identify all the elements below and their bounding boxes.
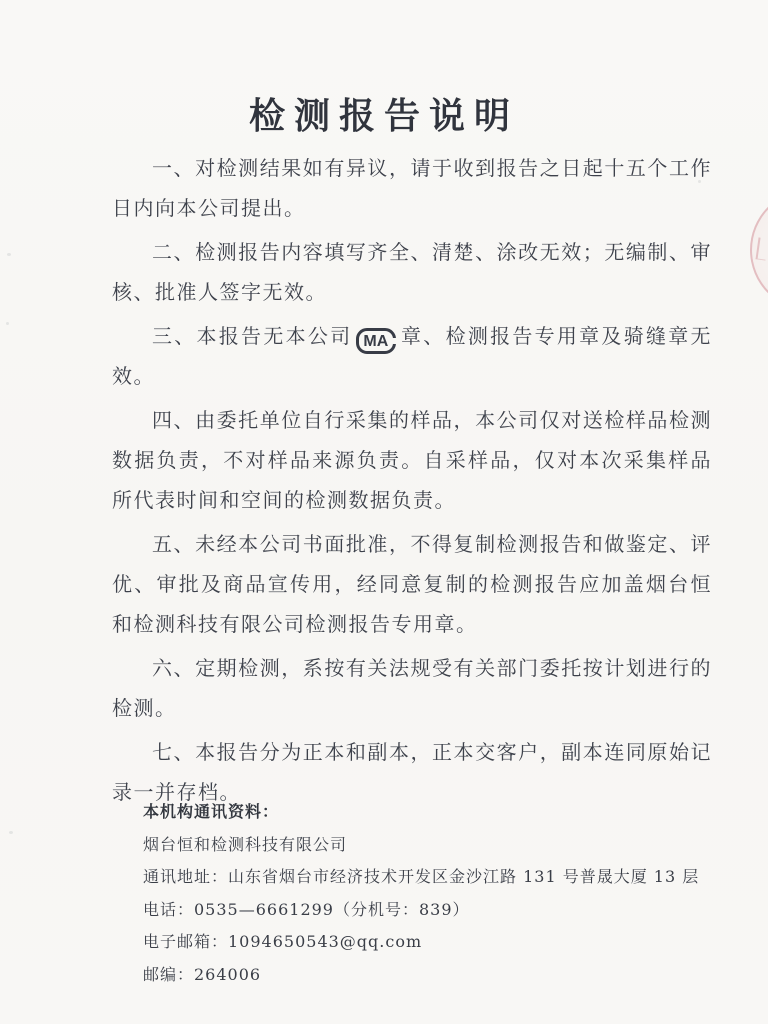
document-body xyxy=(112,148,712,816)
cma-accreditation-logo xyxy=(356,328,396,354)
paragraph-3-text-after: 章、检测报告专用章及骑缝章无效。 xyxy=(112,324,712,388)
contact-postcode: 邮编：264006 xyxy=(143,964,262,984)
contact-company-name: 烟台恒和检测科技有限公司 xyxy=(143,834,348,854)
scan-speck xyxy=(6,322,9,325)
scan-speck xyxy=(9,831,13,834)
cma-logo-letters: MA xyxy=(363,333,389,350)
paragraph-3 xyxy=(112,316,712,396)
paragraph-2: 二、检测报告内容填写齐全、清楚、涂改无效；无编制、审核、批准人签字无效。 xyxy=(112,240,712,304)
contact-info-block xyxy=(143,796,703,991)
contact-phone: 电话：0535—6661299（分机号：839） xyxy=(143,899,470,919)
paragraph-6: 六、定期检测，系按有关法规受有关部门委托按计划进行的检测。 xyxy=(112,656,712,720)
paragraph-4: 四、由委托单位自行采集的样品，本公司仅对送检样品检测数据负责，不对样品来源负责。自采样品，仅对本次采集样品所代表时间和空间的检测数据负责。 xyxy=(112,408,712,512)
contact-heading: 本机构通讯资料： xyxy=(143,802,280,821)
scan-speck xyxy=(7,253,11,256)
page-title: 检测报告说明 xyxy=(248,95,519,137)
paragraph-7: 七、本报告分为正本和副本，正本交客户，副本连同原始记录一并存档。 xyxy=(112,740,712,804)
paragraph-1: 一、对检测结果如有异议，请于收到报告之日起十五个工作日内向本公司提出。 xyxy=(112,156,712,220)
contact-email: 电子邮箱：1094650543@qq.com xyxy=(143,932,423,951)
paragraph-5: 五、未经本公司书面批准，不得复制检测报告和做鉴定、评优、审批及商品宣传用，经同意复制的检测报告应加盖烟台恒和检测科技有限公司检测报告专用章。 xyxy=(112,532,712,636)
contact-address: 通讯地址：山东省烟台市经济技术开发区金沙江路 131 号普晟大厦 13 层 xyxy=(143,867,700,886)
paragraph-3-text-before: 三、本报告无本公司 xyxy=(152,324,353,348)
